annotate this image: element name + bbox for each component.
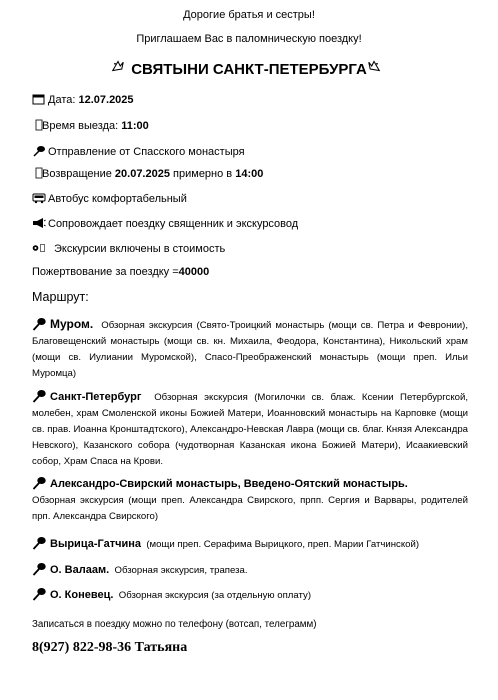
signup-text: Записаться в поездку можно по телефону (вотсап, телеграмм) — [32, 619, 317, 630]
pin-icon — [32, 536, 46, 550]
route-stop-valaam: О. Валаам. Обзорная экскурсия, трапеза. — [32, 562, 468, 579]
route-stop-vyritsa: Вырица-Гатчина (мощи преп. Серафима Вырицкого, преп. Марии Гатчинской) — [32, 536, 468, 553]
pin-icon — [32, 317, 46, 331]
departure-time-line: Время выезда: 11:00 — [32, 119, 466, 134]
pin-icon — [32, 587, 46, 601]
donation-value: 40000 — [178, 266, 210, 278]
date-line: Дата: 12.07.2025 — [32, 93, 466, 108]
invitation: Приглашаем Вас в паломническую поездку! — [136, 33, 362, 45]
route-heading: Маршрут: — [32, 290, 89, 304]
route-stop-konevets: О. Коневец. Обзорная экскурсия (за отдельную оплату) — [32, 587, 468, 604]
sparkle-icon — [367, 60, 385, 76]
departure-place-line: Отправление от Спасского монастыря — [32, 145, 466, 160]
missing-glyph-icon — [32, 167, 40, 179]
excursions-line: Экскурсии включены в стоимость — [32, 242, 466, 257]
dinner-icon — [32, 242, 52, 254]
donation-line: Пожертвование за поездку =40000 — [32, 266, 210, 278]
bus-line: Автобус комфортабельный — [32, 192, 466, 207]
pin-icon — [32, 389, 46, 403]
departure-time-value: 11:00 — [121, 120, 149, 132]
return-line: Возвращение 20.07.2025 примерно в 14:00 — [32, 167, 466, 182]
page-title: СВЯТЫНИ САНКТ-ПЕТЕРБУРГА — [131, 61, 367, 78]
contact-line — [32, 639, 466, 657]
phone-number: 8(927) 822-98-36 — [32, 640, 132, 655]
route-stop-svir: Александро-Свирский монастырь, Введено-Оятский монастырь. Обзорная экскурсия (мощи преп. Александра Свирского, прпп. Сергия и Варвары, родителей прп. Александра Свирского) — [32, 478, 468, 522]
missing-glyph-icon — [32, 119, 40, 131]
pin-icon — [32, 562, 46, 576]
bus-icon — [32, 192, 46, 204]
date-value: 12.07.2025 — [78, 94, 134, 106]
accompany-line: Сопровождает поездку священник и экскурсовод — [32, 217, 466, 232]
title-line — [32, 59, 466, 81]
route-stop-spb: Санкт-Петербург Обзорная экскурсия (Могилочки св. блаж. Ксении Петербургской, молебен, храм Смоленской иконы Божией Матери, Иоанновский монастырь на Карповке (мощи св. прав. Иоанна Кронштадтского), Александро-Невская Лавра (мощи св. благ. Князя Александра Невского), Казанского собора (чудотворная Казанская икона Божией Матери), Исаакиевский собор, Храм Спаса на Крови. — [32, 391, 468, 467]
pin-icon — [32, 145, 46, 157]
calendar-icon — [32, 93, 46, 105]
contact-name: Татьяна — [134, 640, 188, 655]
sparkle-icon — [111, 60, 129, 76]
pin-icon — [32, 476, 46, 490]
greeting: Дорогие братья и сестры! — [183, 9, 315, 21]
route-stop-murom: Муром. Обзорная экскурсия (Свято-Троицкий монастырь (мощи св. Петра и Февронии), Благовещенский монастырь (мощи св. кн. Михаила, Феодора, Константина), Никольский храм (мощи св. Иулиании Муромской), Спасо-Преображенский монастырь (мощи преп. Ильи Муромца) — [32, 317, 468, 379]
megaphone-icon — [32, 217, 46, 229]
